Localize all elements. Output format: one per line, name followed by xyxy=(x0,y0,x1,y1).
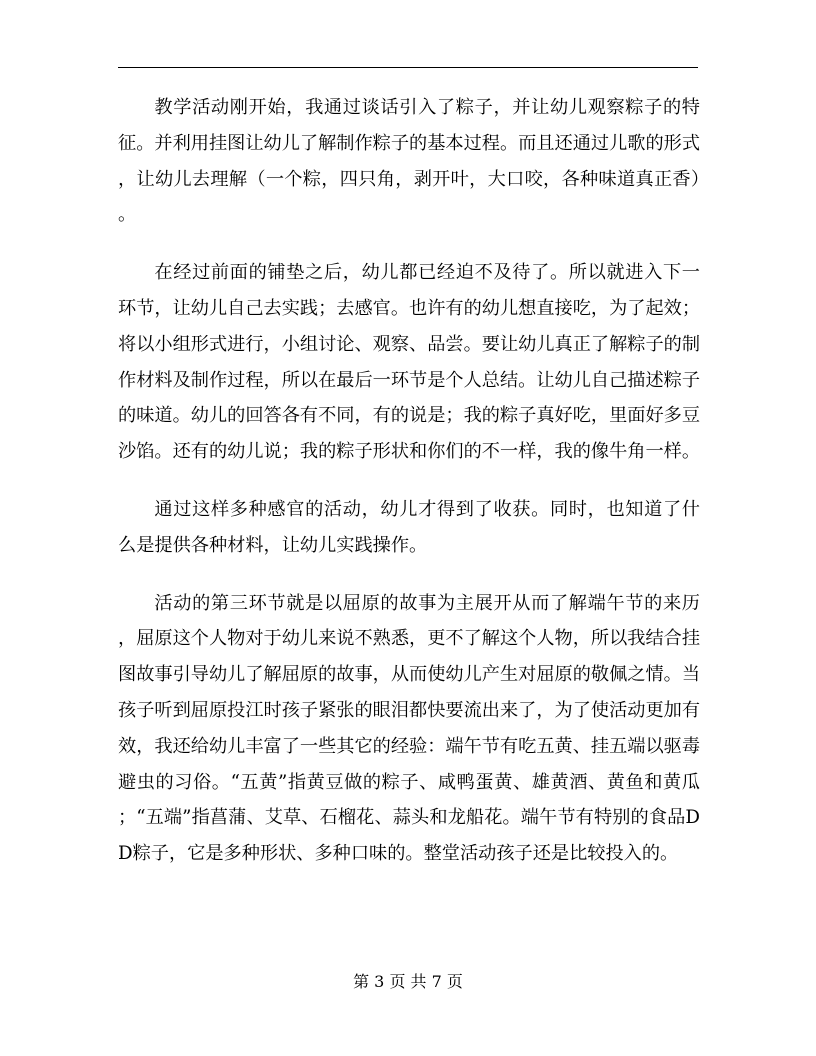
page-footer: 第 3 页 共 7 页 xyxy=(353,972,463,991)
paragraph-2: 在经过前面的铺垫之后，幼儿都已经迫不及待了。所以就进入下一环节，让幼儿自己去实践；去感官。也许有的幼儿想直接吃，为了起效；将以小组形式进行，小组讨论、观察、品尝。要让幼儿真正了解粽子的制作材料及制作过程，所以在最后一环节是个人总结。让幼儿自己描述粽子的味道。幼儿的回答各有不同，有的说是；我的粽子真好吃，里面好多豆沙馅。还有的幼儿说；我的粽子形状和你们的不一样，我的像牛角一样。 xyxy=(118,262,701,463)
document-body xyxy=(118,90,700,894)
header-rule xyxy=(118,67,698,68)
paragraph-3: 通过这样多种感官的活动，幼儿才得到了收获。同时，也知道了什么是提供各种材料，让幼儿实践操作。 xyxy=(118,498,700,556)
paragraph-1: 教学活动刚开始，我通过谈话引入了粽子，并让幼儿观察粽子的特征。并利用挂图让幼儿了解制作粽子的基本过程。而且还通过儿歌的形式，让幼儿去理解（一个粽，四只角，剥开叶，大口咬，各种味道真正香）。 xyxy=(118,97,701,226)
paragraph-4: 活动的第三环节就是以屈原的故事为主展开从而了解端午节的来历，屈原这个人物对于幼儿来说不熟悉，更不了解这个人物，所以我结合挂图故事引导幼儿了解屈原的故事，从而使幼儿产生对屈原的敬佩之情。当孩子听到屈原投江时孩子紧张的眼泪都快要流出来了，为了使活动更加有效，我还给幼儿丰富了一些其它的经验：端午节有吃五黄、挂五端以驱毒避虫的习俗。“五黄”指黄豆做的粽子、咸鸭蛋黄、雄黄酒、黄鱼和黄瓜；“五端”指菖蒲、艾草、石榴花、蒜头和龙船花。端午节有特别的食品DD粽子，它是多种形状、多种口味的。整堂活动孩子还是比较投入的。 xyxy=(118,592,701,865)
